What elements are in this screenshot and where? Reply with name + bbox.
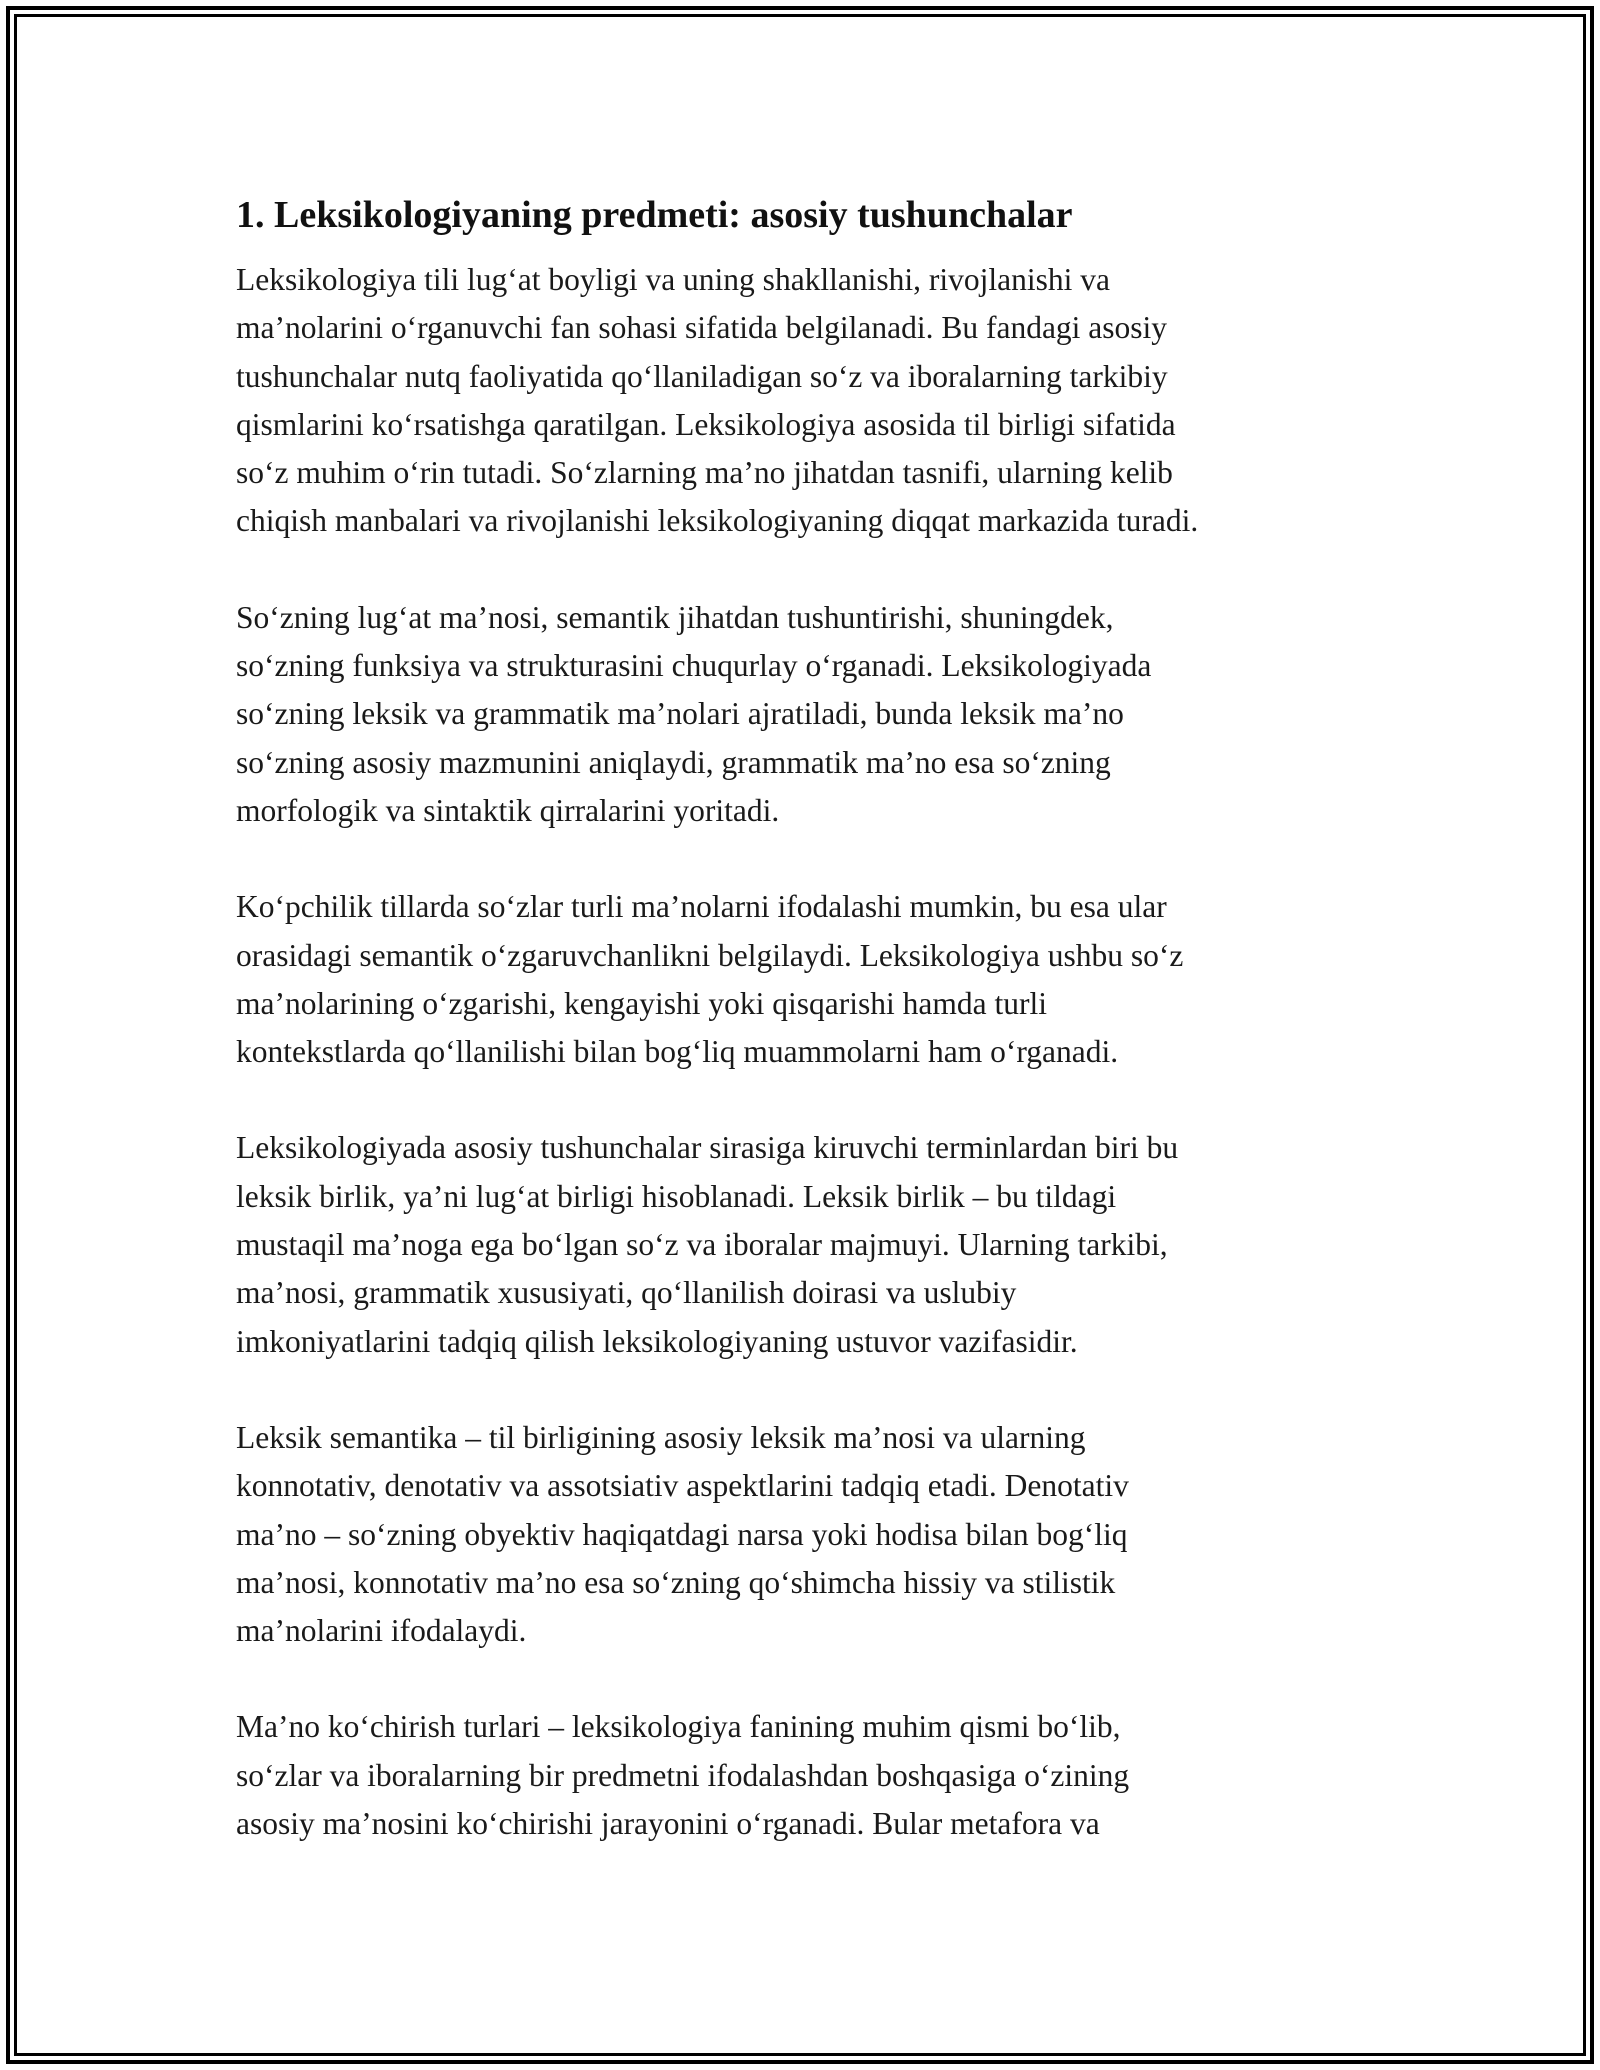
paragraph-line: orasidagi semantik o‘zgaruvchanlikni belgilaydi. Leksikologiya ushbu so‘z [236, 937, 1184, 973]
section-heading: 1. Leksikologiyaning predmeti: asosiy tushunchalar [236, 194, 1073, 236]
paragraphs-container [236, 256, 1386, 1848]
paragraph-line: ma’nolarining o‘zgarishi, kengayishi yoki qisqarishi hamda turli [236, 985, 1047, 1021]
paragraph-line: Leksikologiya tili lug‘at boyligi va uning shakllanishi, rivojlanishi va [236, 262, 1111, 297]
paragraph-line: imkoniyatlarini tadqiq qilish leksikologiyaning ustuvor vazifasidir. [236, 1323, 1078, 1359]
paragraph-line: chiqish manbalari va rivojlanishi leksikologiyaning diqqat markazida turadi. [236, 503, 1199, 539]
paragraph-line: so‘zning funksiya va strukturasini chuqurlay o‘rganadi. Leksikologiyada [236, 648, 1152, 684]
paragraph [236, 1703, 1386, 1848]
paragraph-line: Leksikologiyada asosiy tushunchalar sirasiga kiruvchi terminlardan biri bu [236, 1130, 1179, 1166]
paragraph [236, 883, 1386, 1076]
paragraph-line: tushunchalar nutq faoliyatida qo‘llaniladigan so‘z va iboralarning tarkibiy [236, 358, 1168, 394]
document-body [236, 186, 1386, 1848]
paragraph-line: leksik birlik, ya’ni lug‘at birligi hisoblanadi. Leksik birlik – bu tildagi [236, 1178, 1117, 1214]
paragraph-line: ma’nolarini o‘rganuvchi fan sohasi sifatida belgilanadi. Bu fandagi asosiy [236, 310, 1168, 346]
paragraph-line: ma’nolarini ifodalaydi. [236, 1613, 527, 1649]
paragraph-line: so‘zlar va iboralarning bir predmetni ifodalashdan boshqasiga o‘zining [236, 1757, 1130, 1793]
paragraph-line: mustaqil ma’noga ega bo‘lgan so‘z va iboralar majmuyi. Ularning tarkibi, [236, 1227, 1168, 1263]
paragraph [236, 1414, 1386, 1655]
paragraph-line: asosiy ma’nosini ko‘chirishi jarayonini o‘rganadi. Bular metafora va [236, 1806, 1100, 1842]
paragraph-line: ma’no – so‘zning obyektiv haqiqatdagi narsa yoki hodisa bilan bog‘liq [236, 1516, 1128, 1552]
paragraph-line: Ma’no ko‘chirish turlari – leksikologiya fanining muhim qismi bo‘lib, [236, 1709, 1121, 1745]
paragraph [236, 594, 1386, 835]
paragraph-line: ma’nosi, konnotativ ma’no esa so‘zning qo‘shimcha hissiy va stilistik [236, 1564, 1116, 1600]
paragraph-line: so‘z muhim o‘rin tutadi. So‘zlarning ma’no jihatdan tasnifi, ularning kelib [236, 455, 1173, 491]
paragraph [236, 256, 1386, 546]
paragraph-line: so‘zning asosiy mazmunini aniqlaydi, grammatik ma’no esa so‘zning [236, 744, 1111, 780]
paragraph-line: morfologik va sintaktik qirralarini yoritadi. [236, 792, 780, 828]
paragraph-line: qismlarini ko‘rsatishga qaratilgan. Leksikologiya asosida til birligi sifatida [236, 406, 1176, 442]
paragraph-line: konnotativ, denotativ va assotsiativ aspektlarini tadqiq etadi. Denotativ [236, 1468, 1129, 1504]
paragraph-line: Leksik semantika – til birligining asosiy leksik ma’nosi va ularning [236, 1419, 1086, 1455]
paragraph-line: so‘zning leksik va grammatik ma’nolari ajratiladi, bunda leksik ma’no [236, 696, 1124, 732]
paragraph-line: ma’nosi, grammatik xususiyati, qo‘llanilish doirasi va uslubiy [236, 1275, 1017, 1311]
paragraph-line: kontekstlarda qo‘llanilishi bilan bog‘liq muammolarni ham o‘rganadi. [236, 1034, 1119, 1070]
paragraph-line: Ko‘pchilik tillarda so‘zlar turli ma’nolarni ifodalashi mumkin, bu esa ular [236, 889, 1167, 925]
paragraph-line: So‘zning lug‘at ma’nosi, semantik jihatdan tushuntirishi, shuningdek, [236, 599, 1114, 635]
paragraph [236, 1124, 1386, 1365]
